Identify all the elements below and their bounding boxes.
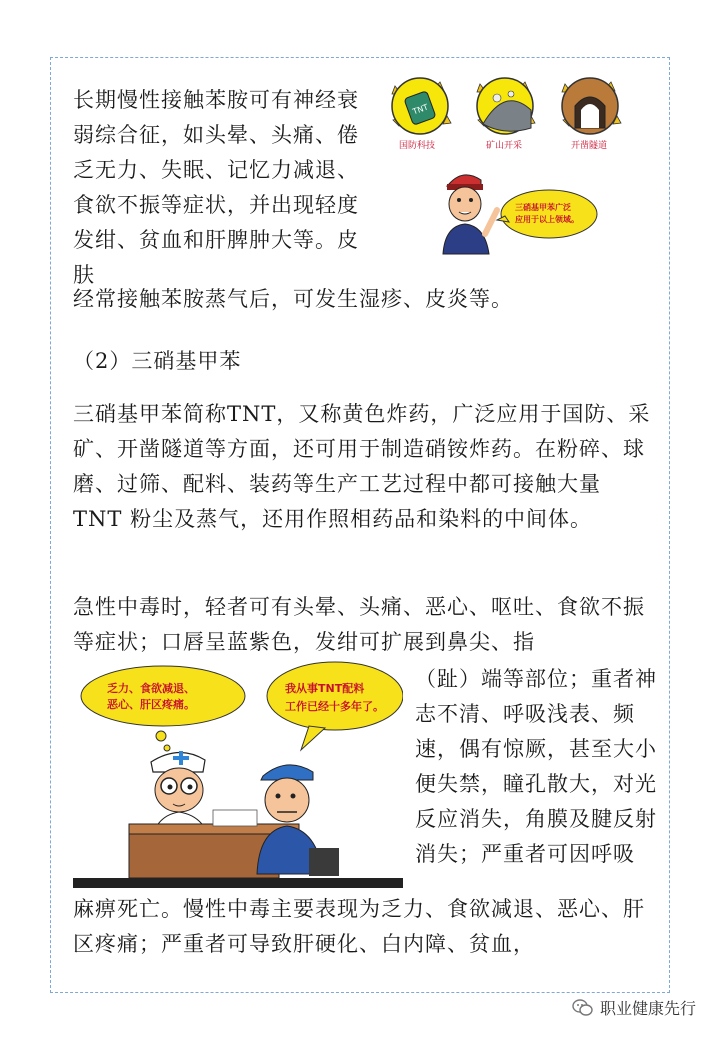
wechat-watermark [572, 996, 696, 1019]
paragraph-acute-poisoning: 急性中毒时，轻者可有头晕、头痛、恶心、呕吐、食欲不振等症状；口唇呈蓝紫色，发绀可扩展到鼻尖、指 [73, 595, 645, 654]
doctor-thought-bubble [81, 666, 245, 751]
worker-patient-icon [257, 765, 339, 876]
paragraph-chronic-poisoning: 麻痹死亡。慢性中毒主要表现为乏力、食欲减退、恶心、肝区疼痛；严重者可导致肝硬化、白内障、贫血， [73, 897, 645, 956]
caption-tunnel: 开凿隧道 [571, 141, 608, 151]
defense-circle-icon [392, 78, 451, 134]
svg-text:工作已经十多年了。: 工作已经十多年了。 [285, 700, 384, 713]
svg-text:TNT: TNT [411, 102, 430, 117]
applications-speech-bubble [497, 190, 597, 238]
svg-text:乏力、食欲减退、: 乏力、食欲减退、 [107, 682, 195, 695]
section-heading-tnt: （2）三硝基甲苯 [73, 349, 242, 373]
worker-speech-bubble [267, 662, 403, 750]
mining-circle-icon [477, 78, 535, 134]
watermark-text: 职业健康先行 [599, 999, 696, 1018]
doctor-worker-illustration [73, 660, 403, 888]
svg-text:我从事TNT配料: 我从事TNT配料 [285, 682, 365, 695]
wechat-icon [572, 998, 594, 1018]
svg-text:恶心、肝区疼痛。: 恶心、肝区疼痛。 [107, 698, 195, 711]
caption-mining: 矿山开采 [486, 141, 523, 151]
paragraph-aniline-chronic: 长期慢性接触苯胺可有神经衰弱综合征，如头晕、头痛、倦乏无力、失眠、记忆力减退、食欲不振等症状，并出现轻度发绀、贫血和肝脾肿大等。皮肤 [73, 88, 359, 287]
paragraph-tnt-intro: 三硝基甲苯简称TNT，又称黄色炸药，广泛应用于国防、采矿、开凿隧道等方面，还可用于制造硝铵炸药。在粉碎、球磨、过筛、配料、装药等生产工艺过程中都可接触大量 TNT 粉尘及蒸气，还用作照相药品和染料的中间体。 [73, 402, 651, 531]
worker-character-icon [443, 175, 497, 254]
svg-text:三硝基甲苯广泛: 三硝基甲苯广泛 [515, 203, 571, 212]
tnt-applications-illustration [385, 76, 650, 266]
caption-defense: 国防科技 [399, 141, 436, 151]
tunnel-circle-icon [562, 78, 621, 134]
paragraph-severe-poisoning: （趾）端等部位；重者神志不清、呼吸浅表、频速，偶有惊厥，甚至大小便失禁，瞳孔散大，对光反应消失，角膜及腱反射消失；严重者可因呼吸 [415, 667, 657, 866]
svg-text:应用于以上领域。: 应用于以上领域。 [515, 215, 579, 224]
paragraph-aniline-skin: 经常接触苯胺蒸气后，可发生湿疹、皮炎等。 [73, 287, 513, 311]
